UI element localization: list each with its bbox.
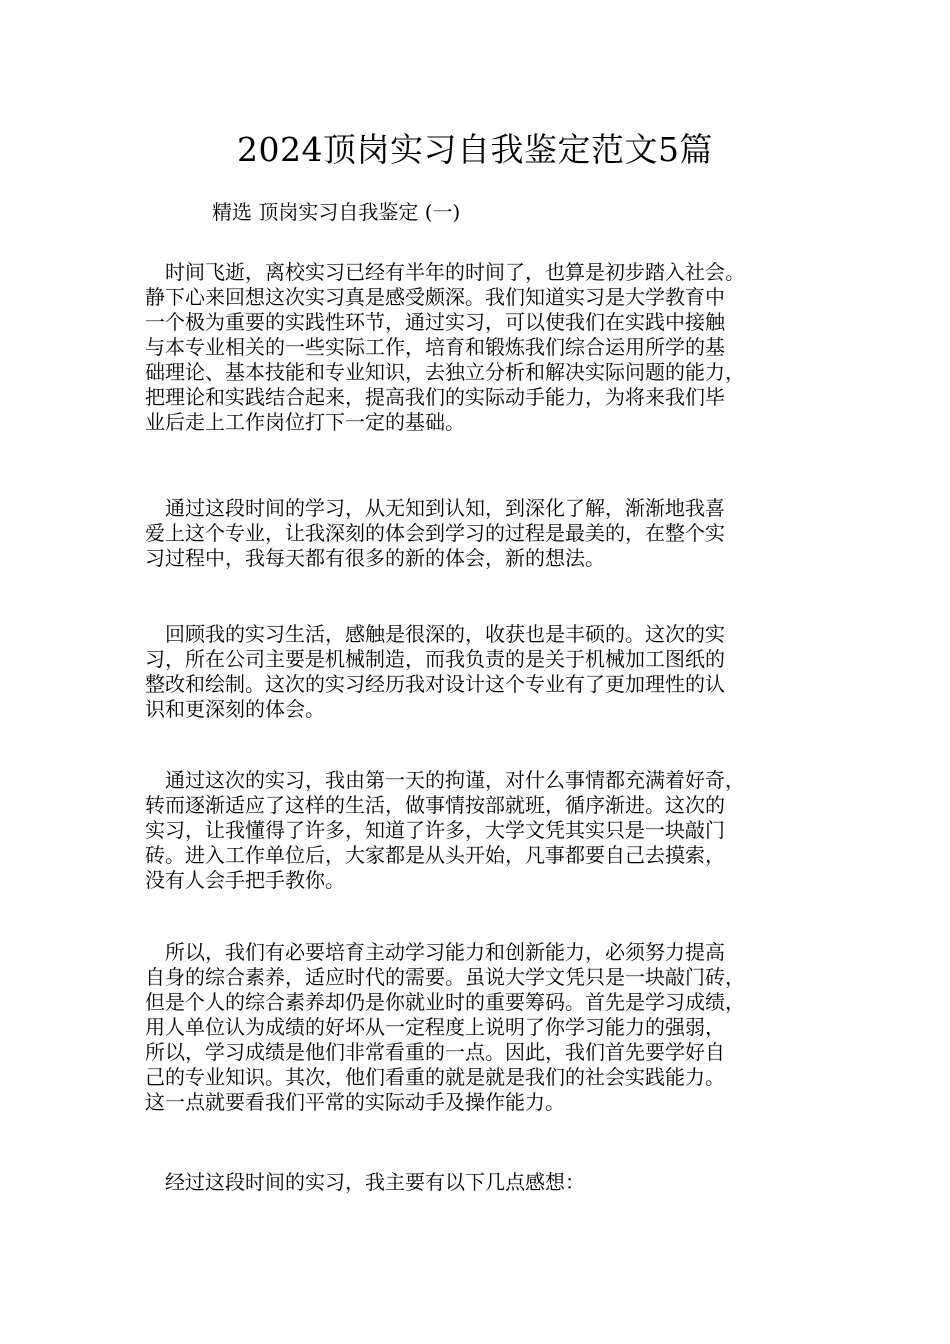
paragraph-line: 识和更深刻的体会。 bbox=[145, 697, 325, 721]
paragraph-line: 经过这段时间的实习，我主要有以下几点感想： bbox=[145, 1170, 585, 1194]
paragraph-line: 通过这次的实习，我由第一天的拘谨，对什么事情都充满着好奇， bbox=[145, 768, 745, 792]
paragraph-line: 所以，我们有必要培育主动学习能力和创新能力，必须努力提高 bbox=[145, 940, 725, 964]
paragraph-3 bbox=[145, 622, 825, 722]
paragraph-line: 这一点就要看我们平常的实际动手及操作能力。 bbox=[145, 1090, 565, 1114]
paragraph-line: 爱上这个专业，让我深刻的体会到学习的过程是最美的，在整个实 bbox=[145, 521, 725, 545]
paragraph-line: 砖。进入工作单位后，大家都是从头开始，凡事都要自己去摸索， bbox=[145, 843, 725, 867]
paragraph-1 bbox=[145, 260, 825, 435]
paragraph-line: 静下心来回想这次实习真是感受颇深。我们知道实习是大学教育中 bbox=[145, 285, 725, 309]
paragraph-6 bbox=[145, 1170, 825, 1195]
document-title: 2024顶岗实习自我鉴定范文5篇 bbox=[237, 130, 713, 169]
paragraph-line: 整改和绘制。这次的实习经历我对设计这个专业有了更加理性的认 bbox=[145, 672, 725, 696]
paragraph-line: 用人单位认为成绩的好坏从一定程度上说明了你学习能力的强弱， bbox=[145, 1015, 725, 1039]
paragraph-line: 所以，学习成绩是他们非常看重的一点。因此，我们首先要学好自 bbox=[145, 1040, 725, 1064]
paragraph-5 bbox=[145, 940, 825, 1115]
paragraph-4 bbox=[145, 768, 825, 893]
paragraph-line: 与本专业相关的一些实际工作，培育和锻炼我们综合运用所学的基 bbox=[145, 335, 725, 359]
paragraph-line: 习，所在公司主要是机械制造，而我负责的是关于机械加工图纸的 bbox=[145, 647, 725, 671]
paragraph-line: 把理论和实践结合起来，提高我们的实际动手能力，为将来我们毕 bbox=[145, 385, 725, 409]
paragraph-2 bbox=[145, 496, 825, 571]
paragraph-line: 转而逐渐适应了这样的生活，做事情按部就班，循序渐进。这次的 bbox=[145, 793, 725, 817]
paragraph-line: 习过程中，我每天都有很多的新的体会，新的想法。 bbox=[145, 546, 605, 570]
paragraph-line: 通过这段时间的学习，从无知到认知，到深化了解，渐渐地我喜 bbox=[145, 496, 725, 520]
paragraph-line: 自身的综合素养，适应时代的需要。虽说大学文凭只是一块敲门砖， bbox=[145, 965, 745, 989]
paragraph-line: 但是个人的综合素养却仍是你就业时的重要筹码。首先是学习成绩， bbox=[145, 990, 745, 1014]
paragraph-line: 一个极为重要的实践性环节，通过实习，可以使我们在实践中接触 bbox=[145, 310, 725, 334]
document-subtitle: 精选 顶岗实习自我鉴定 (一) bbox=[212, 200, 461, 224]
paragraph-line: 业后走上工作岗位打下一定的基础。 bbox=[145, 410, 465, 434]
paragraph-line: 础理论、基本技能和专业知识，去独立分析和解决实际问题的能力， bbox=[145, 360, 745, 384]
paragraph-line: 己的专业知识。其次，他们看重的就是就是我们的社会实践能力。 bbox=[145, 1065, 725, 1089]
paragraph-line: 没有人会手把手教你。 bbox=[145, 868, 345, 892]
paragraph-line: 时间飞逝，离校实习已经有半年的时间了，也算是初步踏入社会。 bbox=[145, 260, 745, 284]
paragraph-line: 回顾我的实习生活，感触是很深的，收获也是丰硕的。这次的实 bbox=[145, 622, 725, 646]
paragraph-line: 实习，让我懂得了许多，知道了许多，大学文凭其实只是一块敲门 bbox=[145, 818, 725, 842]
